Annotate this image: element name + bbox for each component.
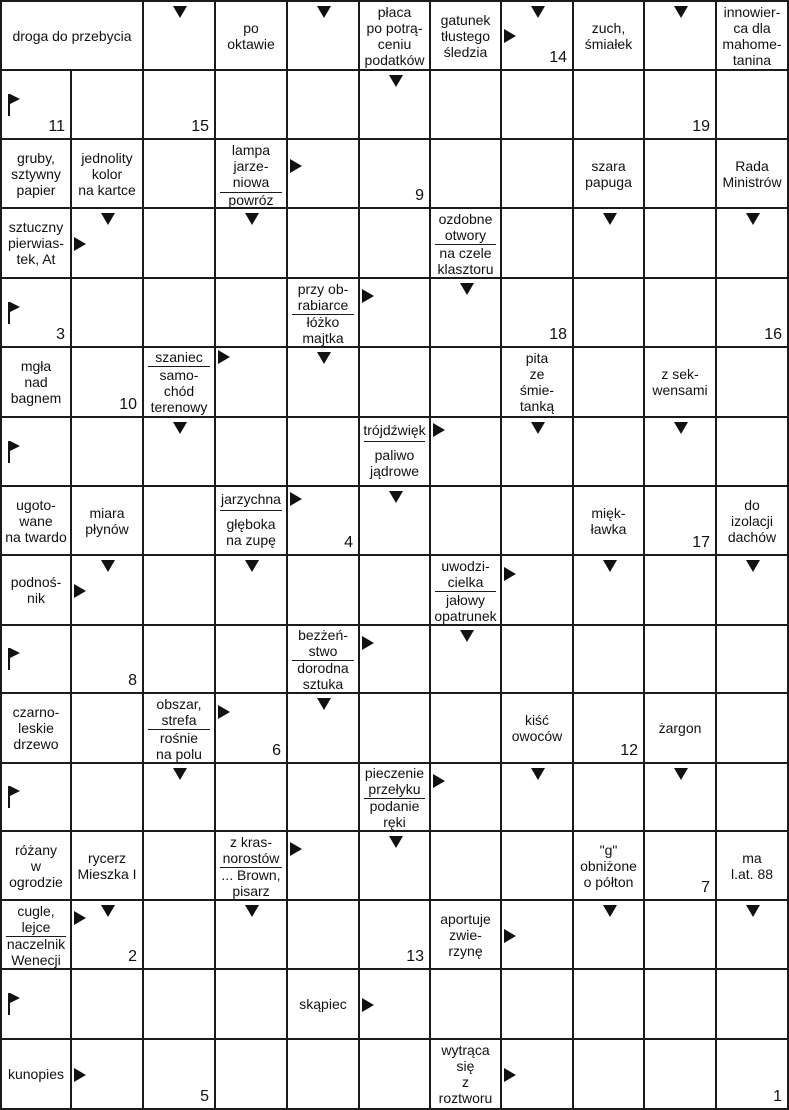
answer-cell[interactable] [717, 556, 789, 626]
answer-cell[interactable] [574, 901, 645, 970]
answer-cell[interactable] [502, 901, 574, 970]
answer-cell[interactable] [144, 626, 216, 694]
answer-cell[interactable] [144, 71, 216, 140]
answer-cell[interactable] [717, 348, 789, 418]
clue-text: gruby, sztywny papier [11, 149, 61, 198]
answer-cell[interactable] [502, 764, 574, 832]
answer-cell[interactable] [360, 832, 431, 901]
answer-cell[interactable] [431, 71, 502, 140]
clue-cell [216, 487, 288, 556]
answer-cell[interactable] [502, 418, 574, 487]
clue-cell [0, 694, 72, 764]
answer-cell[interactable] [431, 140, 502, 209]
clue-text: pieczenie przełyku [364, 765, 425, 797]
solution-number: 5 [200, 1088, 209, 1105]
solution-number: 3 [56, 326, 65, 343]
answer-cell[interactable] [72, 418, 144, 487]
answer-cell[interactable] [574, 764, 645, 832]
answer-cell[interactable] [144, 832, 216, 901]
clue-text: uwodzi- cielka [441, 557, 490, 590]
clue-cell [0, 140, 72, 209]
solution-number: 18 [549, 326, 567, 343]
answer-cell[interactable] [144, 901, 216, 970]
clue-cell [288, 626, 360, 694]
answer-cell[interactable] [645, 279, 717, 348]
answer-cell[interactable] [574, 209, 645, 279]
clue-cell [574, 832, 645, 901]
answer-cell[interactable] [288, 418, 360, 487]
answer-cell[interactable] [288, 71, 360, 140]
answer-cell[interactable] [502, 140, 574, 209]
clue-text: jałowy opatrunek [434, 591, 497, 624]
clue-text: bezżeń- stwo [298, 627, 348, 659]
answer-cell[interactable] [144, 140, 216, 209]
clue-cell [0, 556, 72, 626]
clue-text: ozdobne otwory [438, 210, 493, 243]
answer-cell[interactable] [216, 209, 288, 279]
clue-text: ugoto- wane na twardo [5, 496, 67, 545]
answer-cell[interactable] [574, 279, 645, 348]
answer-cell[interactable] [717, 279, 789, 348]
clue-text: droga do przebycia [12, 27, 132, 44]
answer-cell[interactable] [144, 0, 216, 71]
answer-cell[interactable] [144, 209, 216, 279]
clue-cell [144, 348, 216, 418]
answer-cell[interactable] [645, 832, 717, 901]
answer-cell[interactable] [717, 71, 789, 140]
clue-cell [72, 487, 144, 556]
clue-text: głęboka na zupę [226, 516, 276, 548]
clue-text: ... Brown, pisarz [221, 867, 281, 899]
answer-cell[interactable] [288, 140, 360, 209]
clue-text: gatunek tłustego śledzia [440, 11, 491, 60]
answer-cell[interactable] [360, 556, 431, 626]
answer-cell[interactable] [502, 1040, 574, 1110]
answer-cell[interactable] [431, 279, 502, 348]
clue-cell [574, 487, 645, 556]
clue-text: szaniec [155, 349, 203, 365]
answer-cell[interactable] [717, 970, 789, 1040]
answer-cell[interactable] [431, 626, 502, 694]
solution-number: 19 [692, 118, 710, 135]
answer-cell[interactable] [144, 970, 216, 1040]
flag-icon [8, 993, 22, 1015]
answer-cell[interactable] [574, 970, 645, 1040]
clue-text: sztuczny pierwias- tek, At [7, 219, 64, 267]
answer-cell[interactable] [144, 764, 216, 832]
clue-text: innowier- ca dla mahome- tanina [722, 3, 782, 68]
clue-text: mięk- ławka [590, 504, 627, 537]
solution-number: 4 [344, 534, 353, 551]
solution-number: 9 [415, 187, 424, 204]
answer-cell[interactable] [360, 348, 431, 418]
answer-cell[interactable] [216, 1040, 288, 1110]
clue-text: kiść owoców [511, 712, 563, 744]
clue-text: lampa jarze- niowa [231, 142, 271, 190]
clue-text: miara płynów [85, 504, 129, 537]
solution-number: 10 [119, 396, 137, 413]
flag-icon [8, 302, 22, 324]
answer-cell[interactable] [72, 970, 144, 1040]
answer-cell[interactable] [431, 764, 502, 832]
solution-number: 6 [272, 742, 281, 759]
answer-cell[interactable] [502, 0, 574, 71]
clue-text: jednolity kolor na kartce [78, 149, 136, 198]
clue-cell [574, 0, 645, 71]
clue-cell [502, 348, 574, 418]
answer-cell[interactable] [72, 626, 144, 694]
clue-cell [288, 970, 360, 1040]
answer-cell[interactable] [502, 209, 574, 279]
clue-text: skąpiec [299, 996, 347, 1012]
answer-cell[interactable] [574, 348, 645, 418]
clue-cell [0, 901, 72, 970]
clue-text: dorodna sztuka [297, 660, 349, 692]
solution-number: 2 [128, 948, 137, 965]
clue-text: podnoś- nik [10, 574, 62, 606]
clue-text: przy ob- rabiarce [297, 280, 349, 313]
clue-text: z sek- wensami [652, 366, 708, 398]
answer-cell[interactable] [431, 418, 502, 487]
clue-cell [216, 0, 288, 71]
clue-cell [717, 0, 789, 71]
arrow-down-icon [531, 6, 545, 18]
answer-cell[interactable] [645, 1040, 717, 1110]
answer-cell[interactable] [288, 556, 360, 626]
clue-text: Rada Ministrów [722, 157, 782, 190]
answer-cell[interactable] [72, 348, 144, 418]
answer-cell[interactable] [360, 71, 431, 140]
answer-cell[interactable] [717, 1040, 789, 1110]
answer-cell[interactable] [72, 71, 144, 140]
answer-cell[interactable] [288, 901, 360, 970]
answer-cell[interactable] [72, 694, 144, 764]
clue-cell [72, 832, 144, 901]
clue-cell [431, 1040, 502, 1110]
answer-cell[interactable] [502, 279, 574, 348]
clue-text: do izolacji dachów [727, 496, 777, 545]
answer-cell[interactable] [431, 348, 502, 418]
solution-number: 11 [48, 118, 65, 135]
solution-number: 17 [692, 534, 710, 551]
answer-cell[interactable] [288, 0, 360, 71]
answer-cell[interactable] [216, 901, 288, 970]
clue-cell [717, 140, 789, 209]
answer-cell[interactable] [645, 901, 717, 970]
answer-cell[interactable] [717, 694, 789, 764]
answer-cell[interactable] [72, 556, 144, 626]
answer-cell[interactable] [645, 626, 717, 694]
clue-cell [0, 832, 72, 901]
answer-cell[interactable] [288, 1040, 360, 1110]
flag-icon [8, 441, 22, 463]
answer-cell[interactable] [288, 209, 360, 279]
answer-cell[interactable] [574, 418, 645, 487]
answer-cell[interactable] [72, 901, 144, 970]
answer-cell[interactable] [502, 487, 574, 556]
answer-cell[interactable] [645, 418, 717, 487]
answer-cell[interactable] [72, 279, 144, 348]
answer-cell[interactable] [360, 626, 431, 694]
answer-cell[interactable] [717, 418, 789, 487]
answer-cell[interactable] [216, 71, 288, 140]
clue-text: mgła nad bagnem [10, 358, 62, 406]
answer-cell[interactable] [645, 487, 717, 556]
answer-cell[interactable] [144, 418, 216, 487]
clue-text: rycerz Mieszka I [77, 849, 137, 882]
answer-cell[interactable] [216, 764, 288, 832]
answer-cell[interactable] [502, 970, 574, 1040]
clue-cell [645, 694, 717, 764]
answer-cell[interactable] [502, 626, 574, 694]
solution-number: 1 [773, 1088, 782, 1105]
answer-cell[interactable] [288, 764, 360, 832]
clue-cell [0, 348, 72, 418]
answer-cell[interactable] [216, 418, 288, 487]
answer-cell[interactable] [288, 348, 360, 418]
clue-text: podanie ręki [369, 798, 420, 830]
answer-cell[interactable] [645, 556, 717, 626]
clue-text: kunopies [7, 1066, 65, 1082]
answer-cell[interactable] [645, 209, 717, 279]
clue-cell [0, 209, 72, 279]
clue-cell [0, 1040, 72, 1110]
answer-cell[interactable] [717, 209, 789, 279]
answer-cell[interactable] [360, 140, 431, 209]
answer-cell[interactable] [645, 140, 717, 209]
answer-cell[interactable] [360, 694, 431, 764]
answer-cell[interactable] [144, 1040, 216, 1110]
clue-cell [360, 764, 431, 832]
answer-cell[interactable] [216, 626, 288, 694]
answer-cell[interactable] [0, 970, 72, 1040]
answer-cell[interactable] [288, 832, 360, 901]
solution-number: 8 [128, 672, 137, 689]
solution-number: 15 [191, 118, 209, 135]
answer-cell[interactable] [574, 71, 645, 140]
solution-number: 7 [701, 879, 710, 896]
clue-text: jarzychna [221, 490, 281, 507]
clue-cell [431, 901, 502, 970]
clue-cell [72, 140, 144, 209]
answer-cell[interactable] [717, 764, 789, 832]
answer-cell[interactable] [574, 694, 645, 764]
answer-cell[interactable] [216, 348, 288, 418]
answer-cell[interactable] [431, 832, 502, 901]
clue-text: różany w ogrodzie [9, 841, 63, 890]
clue-text: płaca po potrą- ceniu podatków [364, 3, 425, 68]
clue-text: ma l.at. 88 [730, 849, 774, 882]
answer-cell[interactable] [72, 209, 144, 279]
solution-number: 14 [549, 49, 567, 66]
clue-cell [216, 140, 288, 209]
clue-cell [0, 0, 144, 71]
answer-cell[interactable] [645, 970, 717, 1040]
answer-cell[interactable] [216, 556, 288, 626]
answer-cell[interactable] [0, 418, 72, 487]
clue-cell [717, 832, 789, 901]
clue-text: żargon [658, 720, 702, 736]
answer-cell[interactable] [431, 970, 502, 1040]
clue-text: cugle, lejce [17, 902, 55, 935]
clue-text: z kras- norostów [222, 833, 280, 866]
answer-cell[interactable] [0, 764, 72, 832]
flag-icon [8, 786, 22, 808]
answer-cell[interactable] [144, 556, 216, 626]
answer-cell[interactable] [360, 279, 431, 348]
clue-text: pita ze śmie- tanką [519, 350, 555, 414]
answer-cell[interactable] [72, 764, 144, 832]
answer-cell[interactable] [360, 1040, 431, 1110]
clue-text: "g" obniżone o półton [580, 841, 637, 890]
clue-text: paliwo jądrowe [369, 447, 420, 479]
clue-cell [360, 418, 431, 487]
answer-cell[interactable] [431, 694, 502, 764]
clue-text: trójdźwięk [363, 421, 426, 438]
answer-cell[interactable] [360, 487, 431, 556]
answer-cell[interactable] [502, 832, 574, 901]
arrow-down-icon [317, 6, 331, 18]
clue-cell [360, 0, 431, 71]
clue-cell [717, 487, 789, 556]
answer-cell[interactable] [216, 970, 288, 1040]
solution-number: 13 [406, 948, 424, 965]
clue-text: czarno- leskie drzewo [12, 704, 60, 752]
solution-number: 16 [764, 326, 782, 343]
answer-cell[interactable] [431, 487, 502, 556]
answer-cell[interactable] [0, 626, 72, 694]
clue-cell [431, 209, 502, 279]
answer-cell[interactable] [645, 71, 717, 140]
flag-icon [8, 648, 22, 670]
clue-cell [216, 832, 288, 901]
answer-cell[interactable] [144, 279, 216, 348]
answer-cell[interactable] [574, 626, 645, 694]
answer-cell[interactable] [288, 694, 360, 764]
clue-text: szara papuga [585, 157, 632, 190]
clue-text: rośnie na polu [156, 729, 202, 762]
clue-cell [0, 487, 72, 556]
answer-cell[interactable] [144, 487, 216, 556]
flag-icon [8, 94, 22, 116]
clue-text: aportuje zwie- rzynę [440, 910, 491, 959]
clue-cell [574, 140, 645, 209]
clue-text: na czele klasztoru [437, 244, 494, 277]
answer-cell[interactable] [360, 209, 431, 279]
answer-cell[interactable] [502, 556, 574, 626]
clue-cell [431, 0, 502, 71]
clue-cell [645, 348, 717, 418]
solution-number: 12 [620, 742, 638, 759]
answer-cell[interactable] [216, 279, 288, 348]
clue-text: łóżko majtka [302, 314, 344, 346]
answer-cell[interactable] [717, 901, 789, 970]
clue-text: obszar, strefa [156, 695, 202, 728]
arrow-down-icon [173, 6, 187, 18]
clue-text: zuch, śmiałek [584, 19, 633, 52]
clue-text: po oktawie [227, 19, 275, 52]
clue-cell [502, 694, 574, 764]
answer-cell[interactable] [502, 71, 574, 140]
clue-cell [144, 694, 216, 764]
answer-cell[interactable] [574, 556, 645, 626]
clue-text: wytrąca się z roztworu [438, 1042, 493, 1106]
answer-cell[interactable] [288, 487, 360, 556]
answer-cell[interactable] [0, 71, 72, 140]
answer-cell[interactable] [574, 1040, 645, 1110]
clue-text: naczelnik Wenecji [6, 936, 66, 968]
answer-cell[interactable] [360, 901, 431, 970]
clue-cell [431, 556, 502, 626]
clue-text: powróz [228, 191, 274, 208]
answer-cell[interactable] [0, 279, 72, 348]
clue-text: samo- chód terenowy [150, 367, 208, 415]
answer-cell[interactable] [72, 1040, 144, 1110]
answer-cell[interactable] [360, 970, 431, 1040]
answer-cell[interactable] [645, 764, 717, 832]
answer-cell[interactable] [645, 0, 717, 71]
arrow-down-icon [674, 6, 688, 18]
answer-cell[interactable] [717, 626, 789, 694]
clue-cell [288, 279, 360, 348]
answer-cell[interactable] [216, 694, 288, 764]
